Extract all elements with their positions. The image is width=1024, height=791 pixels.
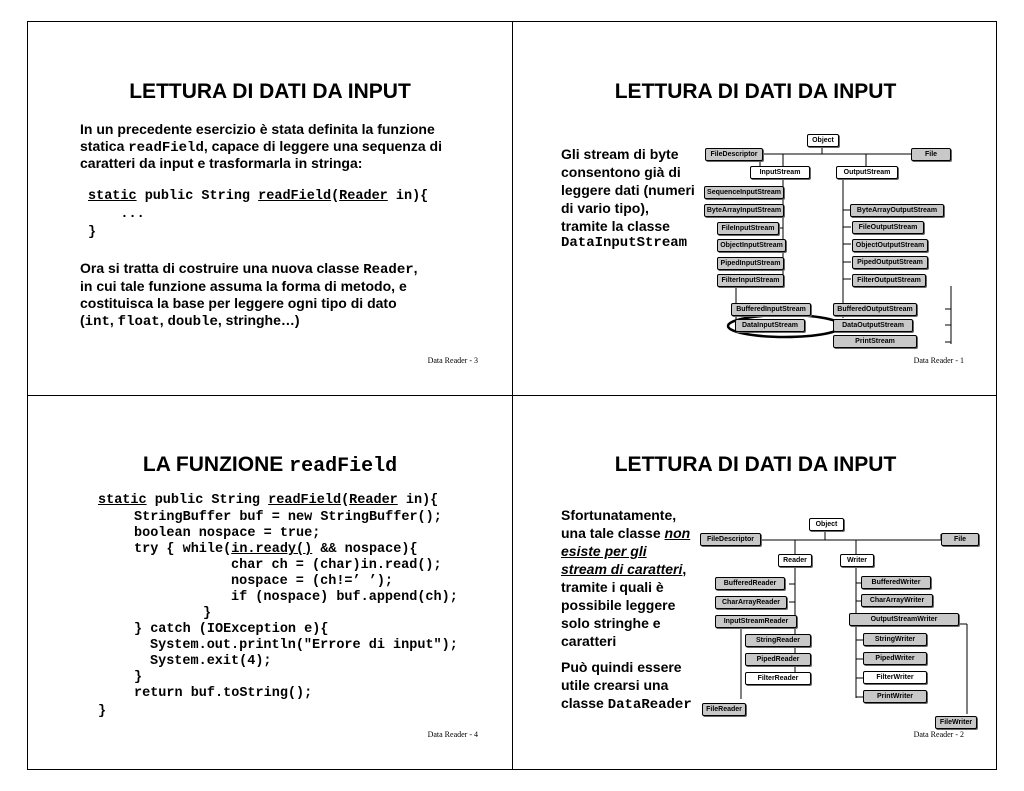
- paragraph-line: [80, 312, 300, 331]
- code-line: [134, 542, 418, 558]
- paragraph-line: utile crearsi una: [561, 677, 669, 693]
- code-token: in.ready(): [231, 542, 313, 557]
- slide-title: [28, 453, 512, 478]
- text: (: [80, 312, 85, 328]
- box-filereader: FileReader: [702, 703, 746, 716]
- text: ,: [413, 260, 418, 276]
- text: Ora si tratta di costruire una nuova classe: [80, 260, 364, 276]
- box-fileinputstream: FileInputStream: [717, 222, 779, 235]
- paragraph-line: di vario tipo),: [561, 200, 649, 216]
- box-dataoutputstream: DataOutputStream: [833, 319, 913, 332]
- box-object: Object: [807, 134, 839, 147]
- slide-top-left: [28, 22, 512, 395]
- code-line: }: [88, 225, 97, 240]
- box-printwriter: PrintWriter: [863, 690, 927, 703]
- code-line: return buf.toString();: [134, 686, 313, 701]
- text: ,: [682, 561, 687, 577]
- text: ,: [109, 312, 118, 328]
- box-outputstream: OutputStream: [836, 166, 898, 179]
- code-line: [88, 189, 428, 205]
- code-line: char ch = (char)in.read();: [231, 558, 442, 573]
- code-line: nospace = (ch!=’ ’);: [231, 574, 394, 589]
- box-pipedwriter: PipedWriter: [863, 652, 927, 665]
- code-line: System.exit(4);: [150, 654, 272, 669]
- box-pipedreader: PipedReader: [745, 653, 811, 666]
- code-token: readField: [258, 189, 332, 204]
- emphasis-line: esiste per gli: [561, 543, 647, 559]
- box-printstream: PrintStream: [833, 335, 917, 348]
- text: , capace di leggere una sequenza di: [203, 138, 442, 154]
- code-token: public String: [136, 189, 259, 204]
- code-line: StringBuffer buf = new StringBuffer();: [134, 510, 442, 525]
- slide-title: LETTURA DI DATI DA INPUT: [614, 453, 897, 476]
- inline-code: DataInputStream: [561, 235, 688, 251]
- code-token: public String: [146, 493, 269, 508]
- box-bufferedinputstream: BufferedInputStream: [731, 303, 811, 316]
- inline-code: float: [117, 314, 160, 330]
- box-bytearrayoutputstream: ByteArrayOutputStream: [850, 204, 944, 217]
- box-reader: Reader: [778, 554, 812, 567]
- paragraph-line: costituisca la base per leggere ogni tipo di dato: [80, 295, 397, 311]
- code-line: }: [203, 606, 212, 621]
- box-chararraywriter: CharArrayWriter: [861, 594, 933, 607]
- slide-footer: Data Reader - 2: [913, 730, 964, 739]
- slide-bottom-left: [28, 396, 512, 771]
- paragraph-line: [80, 260, 418, 279]
- paragraph-line: Può quindi essere: [561, 659, 682, 675]
- code-token: in){: [397, 493, 439, 508]
- code-line: }: [134, 670, 143, 685]
- slide-top-right: [513, 22, 998, 395]
- box-filedescriptor: FileDescriptor: [700, 533, 761, 546]
- box-filterreader: FilterReader: [745, 672, 811, 685]
- inline-code: Reader: [363, 262, 414, 278]
- emphasis: stream di caratteri: [561, 561, 683, 577]
- box-pipedinputstream: PipedInputStream: [717, 257, 784, 270]
- paragraph-line: possibile leggere: [561, 597, 676, 613]
- box-inputstream: InputStream: [750, 166, 810, 179]
- box-stringreader: StringReader: [745, 634, 811, 647]
- paragraph-line: leggere dati (numeri: [561, 182, 695, 198]
- box-filterinputstream: FilterInputStream: [717, 274, 784, 287]
- paragraph-line: caratteri: [561, 633, 617, 649]
- code-token: (: [331, 189, 340, 204]
- code-line: ...: [88, 207, 145, 222]
- slide-bottom-right: [513, 396, 998, 771]
- text: statica: [80, 138, 129, 154]
- box-objectoutputstream: ObjectOutputStream: [852, 239, 928, 252]
- box-pipedoutputstream: PipedOutputStream: [852, 256, 928, 269]
- box-bufferedwriter: BufferedWriter: [861, 576, 931, 589]
- box-filedescriptor: FileDescriptor: [705, 148, 763, 161]
- box-outputstreamwriter: OutputStreamWriter: [849, 613, 959, 626]
- code-token: Reader: [349, 493, 398, 508]
- box-objectinputstream: ObjectInputStream: [717, 239, 786, 252]
- box-file: File: [941, 533, 979, 546]
- box-bytearrayinputstream: ByteArrayInputStream: [704, 204, 784, 217]
- paragraph-line: caratteri da input e trasformarla in stringa:: [80, 155, 363, 171]
- code-token: try { while(: [134, 542, 232, 557]
- code-token: (: [341, 493, 350, 508]
- paragraph-line: tramite i quali è: [561, 579, 664, 595]
- paragraph-line: Gli stream di byte: [561, 146, 679, 162]
- code-token: in){: [387, 189, 429, 204]
- text: una tale classe: [561, 525, 665, 541]
- paragraph-line: solo stringhe e: [561, 615, 661, 631]
- title-text: LA FUNZIONE: [142, 453, 290, 476]
- box-stringwriter: StringWriter: [863, 633, 927, 646]
- code-line: [98, 493, 438, 509]
- code-line: if (nospace) buf.append(ch);: [231, 590, 458, 605]
- paragraph-line: in cui tale funzione assuma la forma di metodo, e: [80, 278, 407, 294]
- handout-sheet: [27, 21, 997, 770]
- box-bufferedreader: BufferedReader: [715, 577, 785, 590]
- box-datainputstream: DataInputStream: [735, 319, 805, 332]
- code-line: }: [98, 704, 107, 719]
- code-token: static: [98, 493, 147, 508]
- code-token: static: [88, 189, 137, 204]
- box-chararrayreader: CharArrayReader: [715, 596, 787, 609]
- text: , stringhe…): [217, 312, 300, 328]
- box-file: File: [911, 148, 951, 161]
- box-object: Object: [809, 518, 844, 531]
- code-token: Reader: [339, 189, 388, 204]
- text: classe: [561, 695, 608, 711]
- box-sequenceinputstream: SequenceInputStream: [704, 186, 784, 199]
- inline-code: readField: [128, 140, 204, 156]
- code-line: boolean nospace = true;: [134, 526, 321, 541]
- box-fileoutputstream: FileOutputStream: [852, 221, 924, 234]
- paragraph-line: tramite la classe: [561, 218, 670, 234]
- slide-footer: Data Reader - 1: [913, 356, 964, 365]
- text: ,: [159, 312, 168, 328]
- slide-title: LETTURA DI DATI DA INPUT: [614, 80, 897, 103]
- paragraph-line: In un precedente esercizio è stata definita la funzione: [80, 121, 435, 137]
- paragraph-line: consentono già di: [561, 164, 681, 180]
- box-bufferedoutputstream: BufferedOutputStream: [833, 303, 917, 316]
- emphasis: non: [664, 525, 691, 541]
- inline-code: DataReader: [607, 697, 692, 713]
- inline-code: int: [84, 314, 110, 330]
- box-writer: Writer: [840, 554, 874, 567]
- inline-code: double: [167, 314, 218, 330]
- box-inputstreamreader: InputStreamReader: [715, 615, 797, 628]
- code-line: System.out.println("Errore di input");: [150, 638, 458, 653]
- box-filterwriter: FilterWriter: [863, 671, 927, 684]
- paragraph-line: Sfortunatamente,: [561, 507, 677, 523]
- box-filewriter: FileWriter: [935, 716, 977, 729]
- code-token: readField: [268, 493, 342, 508]
- code-token: && nospace){: [312, 542, 418, 557]
- box-filteroutputstream: FilterOutputStream: [852, 274, 926, 287]
- title-code: readField: [289, 455, 398, 478]
- slide-title: LETTURA DI DATI DA INPUT: [129, 80, 411, 103]
- code-line: } catch (IOException e){: [134, 622, 329, 637]
- slide-footer: Data Reader - 3: [427, 356, 478, 365]
- slide-footer: Data Reader - 4: [427, 730, 478, 739]
